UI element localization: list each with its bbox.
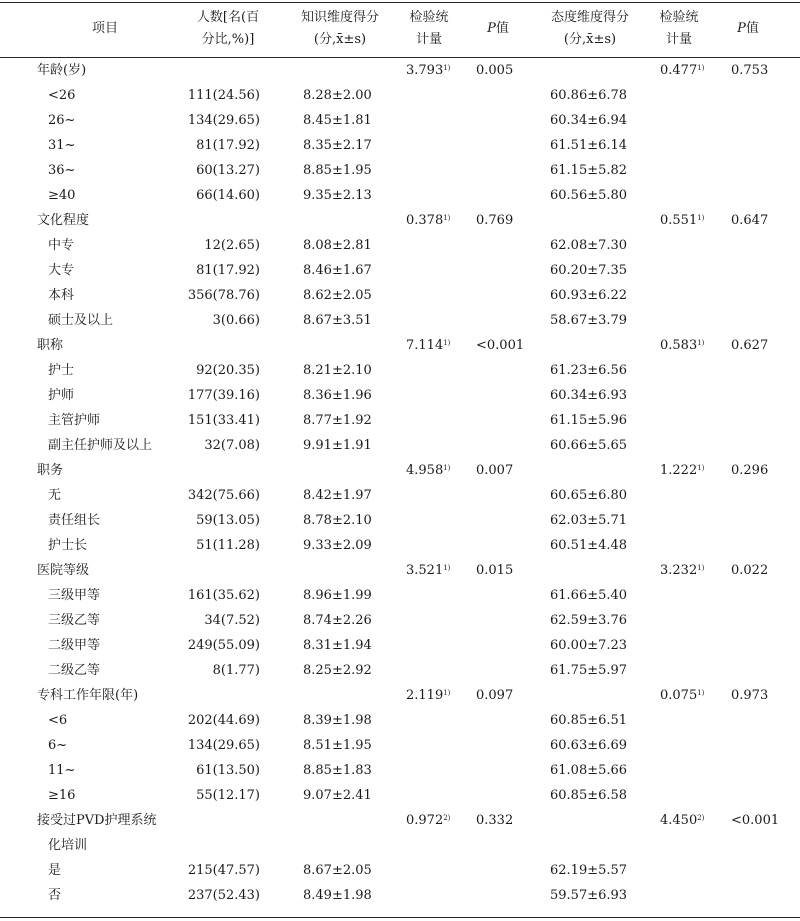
row-p-value-1: 0.769 [476, 213, 514, 228]
table-row [0, 833, 800, 858]
row-label: 三级乙等 [48, 613, 101, 628]
bottom-rule [0, 917, 800, 918]
table-row [0, 658, 800, 683]
row-label: 文化程度 [37, 213, 90, 228]
row-attitude-score: 60.56±5.80 [550, 188, 628, 203]
row-count: 134(29.65) [187, 738, 260, 753]
header-count: 人数[名(百 分比,%)] [196, 10, 260, 47]
footnote-marker: 1) [443, 564, 451, 572]
row-knowledge-score: 8.25±2.92 [303, 663, 372, 678]
row-count: 51(11.28) [196, 538, 260, 553]
row-test-statistic-1: 0.378$^{1)}$ [406, 213, 451, 228]
footnote-marker: 2) [443, 814, 451, 822]
row-attitude-score: 62.08±7.30 [550, 238, 628, 253]
row-attitude-score: 60.66±5.65 [550, 438, 628, 453]
row-label: ≥40 [48, 188, 76, 203]
row-label: <26 [48, 88, 76, 103]
row-label: 二级甲等 [48, 638, 101, 653]
row-test-statistic-2: 0.075$^{1)}$ [660, 688, 705, 703]
footnote-marker: 1) [697, 214, 705, 222]
footnote-marker: 1) [443, 689, 451, 697]
row-attitude-score: 62.19±5.57 [550, 863, 628, 878]
row-label: 11~ [48, 763, 76, 778]
footnote-marker: 1) [697, 564, 705, 572]
row-p-value-2: 0.627 [731, 338, 769, 353]
row-p-value-1: 0.097 [476, 688, 514, 703]
row-label: 年龄(岁) [37, 63, 87, 78]
row-knowledge-score: 8.67±2.05 [303, 863, 372, 878]
row-label: 6~ [48, 738, 68, 753]
row-count: 60(13.27) [196, 163, 260, 178]
row-knowledge-score: 8.08±2.81 [303, 238, 372, 253]
footnote-marker: 1) [443, 64, 451, 72]
header-attitude-score: 态度维度得分 (分,x̄±s) [550, 10, 629, 47]
row-label: 接受过PVD护理系统 [37, 813, 157, 828]
row-attitude-score: 61.15±5.96 [550, 413, 628, 428]
header-item: 项目 [91, 21, 118, 36]
row-count: 3(0.66) [212, 313, 260, 328]
row-p-value-1: 0.015 [476, 563, 514, 578]
row-count: 59(13.05) [196, 513, 260, 528]
row-label: 责任组长 [48, 513, 101, 528]
footnote-marker: 1) [443, 214, 451, 222]
table-row [0, 283, 800, 308]
table-row [0, 158, 800, 183]
row-count: 81(17.92) [196, 138, 260, 153]
row-attitude-score: 61.08±5.66 [550, 763, 628, 778]
row-test-statistic-1: 0.972$^{2)}$ [406, 813, 451, 828]
row-attitude-score: 61.51±6.14 [550, 138, 628, 153]
row-label: 36~ [48, 163, 76, 178]
table-row [0, 758, 800, 783]
row-attitude-score: 59.57±6.93 [550, 888, 628, 903]
table-row [0, 458, 800, 483]
row-test-statistic-1: 2.119$^{1)}$ [406, 688, 451, 703]
table-row [0, 258, 800, 283]
table-row [0, 333, 800, 358]
table-row [0, 533, 800, 558]
row-label: 26~ [48, 113, 76, 128]
row-count: 151(33.41) [187, 413, 260, 428]
row-label: 副主任护师及以上 [48, 438, 153, 453]
row-label: 三级甲等 [48, 588, 101, 603]
row-p-value-1: 0.005 [476, 63, 514, 78]
row-test-statistic-2: 3.232$^{1)}$ [660, 563, 705, 578]
row-count: 249(55.09) [187, 638, 260, 653]
row-p-value-2: 0.022 [731, 563, 769, 578]
table-row [0, 183, 800, 208]
table-row [0, 83, 800, 108]
row-knowledge-score: 8.96±1.99 [303, 588, 372, 603]
row-count: 215(47.57) [187, 863, 260, 878]
footnote-marker: 1) [697, 689, 705, 697]
row-attitude-score: 60.00±7.23 [550, 638, 628, 653]
row-label: 31~ [48, 138, 76, 153]
header-test-statistic-2: 检验统 计量 [659, 10, 699, 47]
row-attitude-score: 61.23±6.56 [550, 363, 628, 378]
row-count: 111(24.56) [187, 88, 260, 103]
row-attitude-score: 61.75±5.97 [550, 663, 628, 678]
row-knowledge-score: 8.21±2.10 [303, 363, 372, 378]
table-row [0, 783, 800, 808]
table-row [0, 433, 800, 458]
row-label: 否 [48, 888, 62, 903]
row-attitude-score: 60.85±6.51 [550, 713, 628, 728]
row-label: 中专 [48, 238, 75, 253]
row-knowledge-score: 8.28±2.00 [303, 88, 372, 103]
row-count: 134(29.65) [187, 113, 260, 128]
row-p-value-1: <0.001 [476, 338, 525, 353]
row-count: 237(52.43) [187, 888, 260, 903]
row-attitude-score: 61.66±5.40 [550, 588, 628, 603]
row-count: 55(12.17) [196, 788, 260, 803]
row-label: 职称 [37, 338, 64, 353]
row-label: 主管护师 [48, 413, 101, 428]
row-p-value-2: 0.296 [731, 463, 769, 478]
table-row [0, 683, 800, 708]
row-attitude-score: 62.59±3.76 [550, 613, 628, 628]
footnote-marker: 1) [697, 339, 705, 347]
row-label: 硕士及以上 [48, 313, 114, 328]
row-label: ≥16 [48, 788, 76, 803]
row-knowledge-score: 8.85±1.95 [303, 163, 372, 178]
row-label: 职务 [37, 463, 64, 478]
row-knowledge-score: 8.78±2.10 [303, 513, 372, 528]
row-count: 32(7.08) [204, 438, 260, 453]
row-knowledge-score: 8.46±1.67 [303, 263, 372, 278]
row-knowledge-score: 8.49±1.98 [303, 888, 372, 903]
row-label: 大专 [48, 263, 75, 278]
row-test-statistic-1: 3.793$^{1)}$ [406, 63, 451, 78]
row-test-statistic-2: 0.477$^{1)}$ [660, 63, 705, 78]
row-attitude-score: 60.65±6.80 [550, 488, 628, 503]
row-attitude-score: 62.03±5.71 [550, 513, 628, 528]
table-row [0, 208, 800, 233]
row-p-value-2: 0.753 [731, 63, 769, 78]
row-count: 161(35.62) [187, 588, 260, 603]
header-test-statistic-1: 检验统 计量 [409, 10, 449, 47]
row-label: 护士 [48, 363, 75, 378]
row-attitude-score: 60.20±7.35 [550, 263, 628, 278]
row-attitude-score: 60.34±6.93 [550, 388, 628, 403]
row-attitude-score: 60.85±6.58 [550, 788, 628, 803]
row-knowledge-score: 8.51±1.95 [303, 738, 372, 753]
row-attitude-score: 60.34±6.94 [550, 113, 628, 128]
row-label: 化培训 [48, 838, 88, 853]
row-attitude-score: 61.15±5.82 [550, 163, 628, 178]
table-row [0, 308, 800, 333]
footnote-marker: 1) [443, 464, 451, 472]
row-label: 二级乙等 [48, 663, 101, 678]
table-row [0, 408, 800, 433]
row-knowledge-score: 9.07±2.41 [303, 788, 372, 803]
row-knowledge-score: 8.42±1.97 [303, 488, 372, 503]
footnote-marker: 1) [443, 339, 451, 347]
table-row [0, 508, 800, 533]
table-row [0, 58, 800, 83]
row-p-value-2: 0.647 [731, 213, 769, 228]
top-rule [0, 2, 800, 3]
row-attitude-score: 60.63±6.69 [550, 738, 628, 753]
row-knowledge-score: 8.74±2.26 [303, 613, 372, 628]
footnote-marker: 1) [697, 64, 705, 72]
row-attitude-score: 58.67±3.79 [550, 313, 628, 328]
row-test-statistic-1: 4.958$^{1)}$ [406, 463, 451, 478]
table-row [0, 583, 800, 608]
row-label: 护士长 [48, 538, 88, 553]
row-knowledge-score: 8.36±1.96 [303, 388, 372, 403]
row-p-value-2: 0.973 [731, 688, 769, 703]
row-test-statistic-1: 7.114$^{1)}$ [406, 338, 451, 353]
row-count: 34(7.52) [204, 613, 260, 628]
row-knowledge-score: 9.33±2.09 [303, 538, 372, 553]
table-row [0, 133, 800, 158]
row-attitude-score: 60.86±6.78 [550, 88, 628, 103]
table-row [0, 883, 800, 908]
row-count: 81(17.92) [196, 263, 260, 278]
row-knowledge-score: 8.62±2.05 [303, 288, 372, 303]
row-knowledge-score: 8.31±1.94 [303, 638, 372, 653]
table-row [0, 733, 800, 758]
row-count: 8(1.77) [212, 663, 260, 678]
row-count: 12(2.65) [204, 238, 260, 253]
row-count: 177(39.16) [187, 388, 260, 403]
row-knowledge-score: 9.35±2.13 [303, 188, 372, 203]
row-label: 本科 [48, 288, 75, 303]
table-row [0, 608, 800, 633]
row-label: 专科工作年限(年) [37, 688, 139, 703]
row-p-value-1: 0.332 [476, 813, 514, 828]
row-knowledge-score: 8.85±1.83 [303, 763, 372, 778]
row-count: 356(78.76) [187, 288, 260, 303]
row-p-value-1: 0.007 [476, 463, 514, 478]
header-p-value-2: P值 [737, 21, 759, 36]
row-count: 342(75.66) [187, 488, 260, 503]
table-row [0, 708, 800, 733]
row-label: 护师 [48, 388, 75, 403]
table-row [0, 633, 800, 658]
row-knowledge-score: 8.39±1.98 [303, 713, 372, 728]
row-test-statistic-2: 4.450$^{2)}$ [660, 813, 705, 828]
row-test-statistic-2: 0.551$^{1)}$ [660, 213, 705, 228]
table-row [0, 483, 800, 508]
row-p-value-2: <0.001 [731, 813, 780, 828]
table-row [0, 233, 800, 258]
table-row [0, 358, 800, 383]
row-count: 61(13.50) [196, 763, 260, 778]
row-label: <6 [48, 713, 68, 728]
table-row [0, 558, 800, 583]
row-attitude-score: 60.51±4.48 [550, 538, 628, 553]
row-count: 66(14.60) [196, 188, 260, 203]
table-row [0, 383, 800, 408]
row-label: 无 [48, 488, 62, 503]
row-count: 92(20.35) [196, 363, 260, 378]
row-knowledge-score: 8.45±1.81 [303, 113, 372, 128]
row-knowledge-score: 8.77±1.92 [303, 413, 372, 428]
table-row [0, 108, 800, 133]
row-attitude-score: 60.93±6.22 [550, 288, 628, 303]
row-knowledge-score: 9.91±1.91 [303, 438, 372, 453]
table-row [0, 858, 800, 883]
row-label: 是 [48, 863, 62, 878]
footnote-marker: 1) [697, 464, 705, 472]
footnote-marker: 2) [697, 814, 705, 822]
row-knowledge-score: 8.35±2.17 [303, 138, 372, 153]
table-row [0, 808, 800, 833]
row-label: 医院等级 [37, 563, 90, 578]
header-knowledge-score: 知识维度得分 (分,x̄±s) [300, 10, 379, 47]
row-test-statistic-2: 1.222$^{1)}$ [660, 463, 705, 478]
row-test-statistic-2: 0.583$^{1)}$ [660, 338, 705, 353]
row-test-statistic-1: 3.521$^{1)}$ [406, 563, 451, 578]
row-count: 202(44.69) [187, 713, 260, 728]
header-p-value-1: P值 [487, 21, 509, 36]
row-knowledge-score: 8.67±3.51 [303, 313, 372, 328]
